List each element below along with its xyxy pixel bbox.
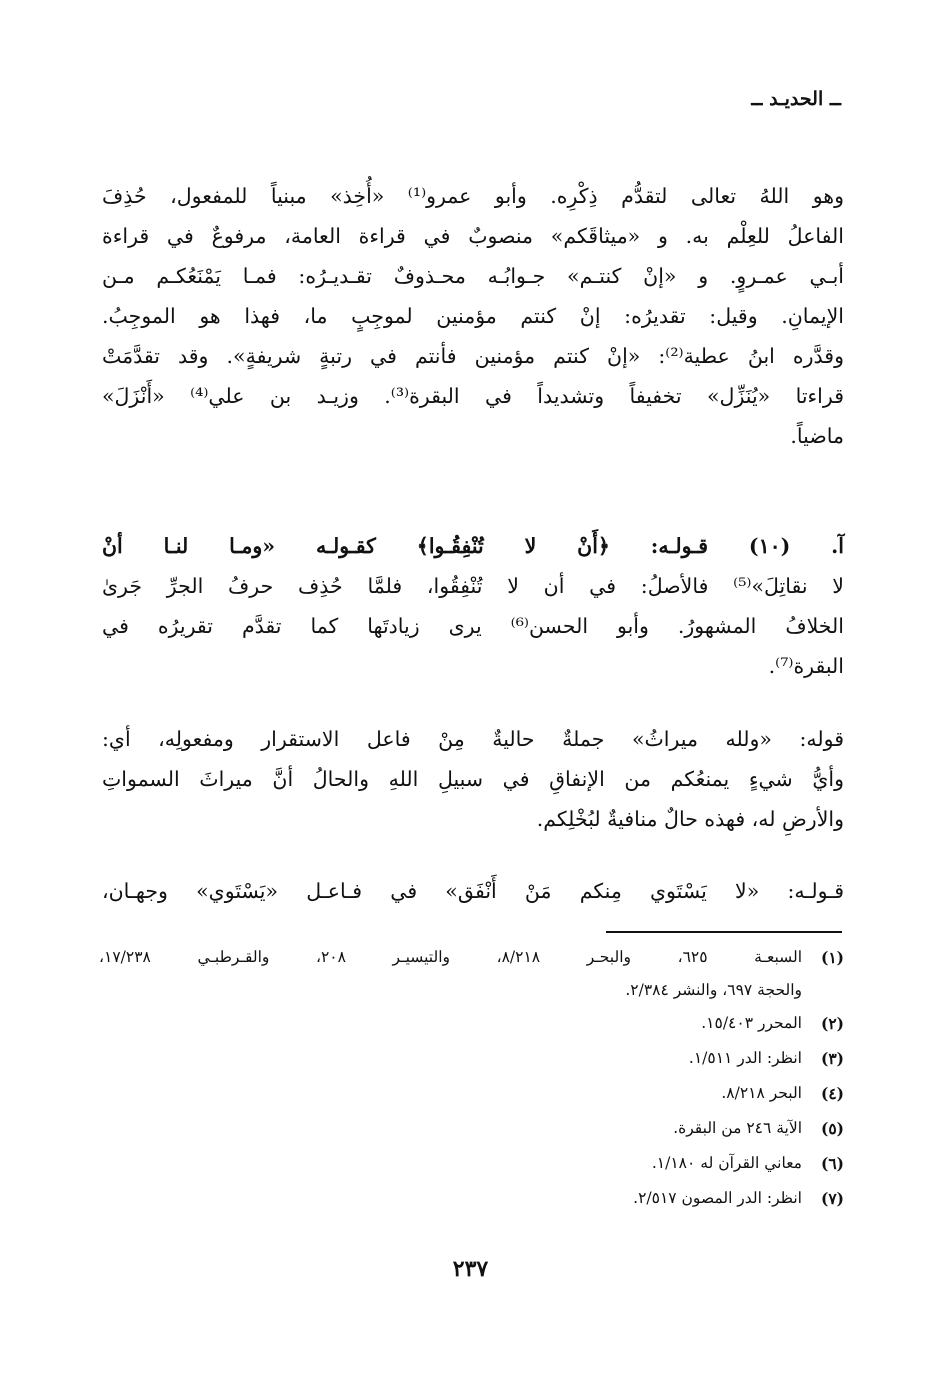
footnote-text: البحر ٨/٢١٨. [721, 1084, 802, 1102]
footnote-number: (٧) [820, 1189, 844, 1208]
footnote-item [99, 1042, 844, 1077]
footnote-item [99, 1147, 844, 1182]
text-line: آ. (١٠) قـولـه: ﴿أَنْ لا تُنْفِقُـوا﴾ كقـولـه «ومـا لنـا أنْ [102, 534, 844, 558]
text-line: قوله: «ولله ميراثُ» جملةٌ حاليةٌ مِنْ فاعل الاستقرار ومفعولِه، أي: [102, 727, 844, 751]
footnote-text: انظر: الدر ١/٥١١. [688, 1049, 802, 1067]
footnote-number: (٦) [820, 1154, 844, 1173]
footnote-item [99, 1112, 844, 1147]
footnote-text: المحرر ١٥/٤٠٣. [701, 1014, 802, 1032]
footnote-number: (٣) [820, 1049, 844, 1068]
text-line: وهو اللهُ تعالى لتقدُّم ذِكْرِه. وأبو عمرو⁽¹⁾ «أُخِذ» مبنياً للمفعول، حُذِفَ [102, 184, 844, 208]
text-line: الفاعلُ للعِلْم به. و «ميثاقَكم» منصوبٌ في قراءة العامة، مرفوعٌ في قراءة [102, 224, 844, 248]
text-line: وأيُّ شيءٍ يمنعُكم من الإنفاقِ في سبيلِ اللهِ والحالُ أنَّ ميراثَ السمواتِ [102, 767, 844, 791]
footnote-item [99, 1077, 844, 1112]
footnote-number: (٤) [820, 1084, 844, 1103]
text-line: أبـي عمـروٍ. و «إنْ كنتـم» جـوابُـه محـذوفٌ تقـديـرُه: فمـا يَمْنَعُكـم مـن [102, 264, 844, 288]
text-line: قراءتا «يُنَزِّل» تخفيفاً وتشديداً في البقرة⁽³⁾. وزيـد بن علي⁽⁴⁾ «أَنْزَلَ» [102, 384, 844, 408]
footnote-text: معاني القرآن له ١/١٨٠. [651, 1154, 802, 1172]
footnote-text: الآية ٢٤٦ من البقرة. [673, 1119, 802, 1137]
footnote-line: السبعـة ٦٢٥، والبحـر ٨/٢١٨، والتيسيـر ٢٠٨، والقـرطبـي ١٧/٢٣٨، [99, 948, 803, 966]
footnote-text [99, 941, 802, 1007]
footnote-line: والحجة ٦٩٧، والنشر ٢/٣٨٤. [625, 981, 802, 999]
page-number: ٢٣٧ [452, 1256, 489, 1282]
footnote-number: (١) [820, 948, 844, 967]
text-line: الخلافُ المشهورُ. وأبو الحسن⁽⁶⁾ يرى زيادتَها كما تقدَّم تقريرُه في [102, 614, 844, 638]
footnote-number: (٢) [820, 1014, 844, 1033]
running-header: ــ الحديـد ــ [751, 88, 841, 110]
footnotes [99, 941, 844, 1217]
paragraph-2 [102, 526, 844, 686]
paragraph-1 [102, 176, 844, 456]
footnote-text: انظر: الدر المصون ٢/٥١٧. [633, 1189, 802, 1207]
footnote-item [99, 1182, 844, 1217]
text-line: قـولـه: «لا يَسْتَوي مِنكم مَنْ أَنْفَق» في فـاعـل «يَسْتَوي» وجهـان، [102, 879, 844, 903]
text-line: لا نقاتِلَ»⁽⁵⁾ فالأصلُ: في أن لا تُنْفِقُوا، فلمَّا حُذِف حرفُ الجرِّ جَرىٰ [102, 574, 844, 598]
text-line: ماضياً. [790, 424, 844, 448]
text-line: البقرة⁽⁷⁾. [768, 654, 844, 678]
footnote-divider [606, 931, 842, 933]
paragraph-4 [102, 871, 844, 911]
footnote-item [99, 1007, 844, 1042]
text-line: والأرضِ له، فهذه حالٌ منافيةٌ لبُخْلِكم. [536, 807, 844, 831]
text-line: وقدَّره ابنُ عطية⁽²⁾: «إنْ كنتم مؤمنين فأنتم في رتبةٍ شريفةٍ». وقد تقدَّمَتْ [102, 344, 845, 368]
footnote-item [99, 941, 844, 1007]
footnote-number: (٥) [820, 1119, 844, 1138]
paragraph-3 [102, 719, 844, 839]
text-line: الإيمانِ. وقيل: تقديرُه: إنْ كنتم مؤمنين لموجِبٍ ما، فهذا هو الموجِبُ. [102, 304, 844, 328]
